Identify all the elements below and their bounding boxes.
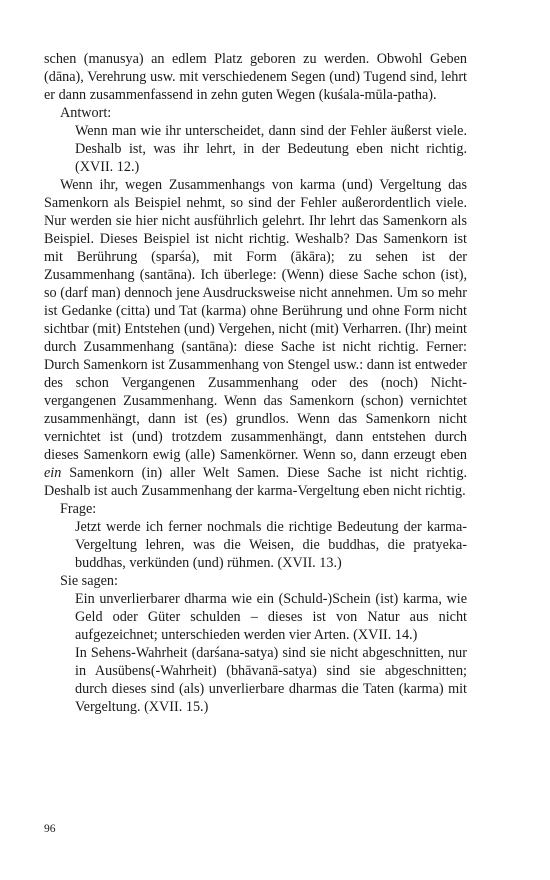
answer-label: Antwort: (60, 105, 112, 121)
they-say-label: Sie sagen: (60, 573, 118, 589)
page-body (44, 50, 467, 716)
emphasis-ein: ein (44, 465, 62, 481)
verse-xvii-13: Jetzt werde ich ferner nochmals die richtige Bedeutung der karma-Vergeltung lehren, was die Weisen, die buddhas, die pratyeka-buddhas, verkünden (und) rühmen. (XVII. 13.) (75, 519, 467, 571)
verse-xvii-12: Wenn man wie ihr unterscheidet, dann sind der Fehler äußerst viele. Deshalb ist, was ihr lehrt, in der Bedeutung eben nicht richtig. (XVII. 12.) (75, 123, 467, 175)
verse-xvii-14: Ein unverlierbarer dharma wie ein (Schuld-)Schein (ist) karma, wie Geld oder Güter schulden – dieses ist von Natur aus nicht aufgezeichnet; unterschieden werden vier Arten. (XVII. 14.) (75, 591, 467, 643)
page-number: 96 (44, 823, 56, 835)
verse-xvii-15: In Sehens-Wahrheit (darśana-satya) sind sie nicht abgeschnitten, nur in Ausübens(-Wahrheit) (bhāvanā-satya) sind sie abgeschnitten; durch dieses sind (als) unverlierbare dharmas die Taten (karma) mit Vergeltung. (XVII. 15.) (75, 645, 467, 715)
question-label: Frage: (60, 501, 97, 517)
paragraph-continuation: schen (manusya) an edlem Platz geboren zu werden. Obwohl Geben (dāna), Verehrung usw. mit verschiedenem Segen (und) Tugend sind, lehrt er dann zusammenfassend in zehn guten Wegen (kuśala-mūla-patha). (44, 51, 467, 103)
commentary-paragraph: Wenn ihr, wegen Zusammenhangs von karma (und) Vergeltung das Samenkorn als Beispiel nehmt, so sind der Fehler außerordentlich viele. Nur werden sie hier nicht ausführlich gelehrt. Ihr lehrt das Samenkorn als Beispiel. Dieses Beispiel ist nicht richtig. Weshalb? Das Samenkorn ist mit Berührung (sparśa), mit Form (ākāra); zu sehen ist der Zusammenhang (santāna). Ich überlege: (Wenn) diese Sache schon (ist), so (darf man) dennoch jene Ausdrucksweise nicht annehmen. Um so mehr ist Gedanke (citta) und Tat (karma) ohne Berührung und ohne Form nicht sichtbar (mit) Entstehen (und) Vergehen, nicht (mit) Verharren. (Ihr) meint durch Zusammenhang (santāna): diese Sache ist nicht richtig. Ferner: Durch Samenkorn ist Zusammenhang von Stengel usw.: dann ist entweder des schon Vergangenen Zusammenhang oder des (noch) Nicht-vergangenen Zusammenhang. Wenn das Samenkorn (schon) vernichtet zusammenhängt, dann ist (es) grundlos. Wenn das Samenkorn nicht vernichtet ist (und) trotzdem zusammenhängt, dann entstehen durch dieses Samenkorn ewig (alle) Samenkörner. Wenn so, dann erzeugt eben ein Samenkorn (in) aller Welt Samen. Diese Sache ist nicht richtig. Deshalb ist auch Zusammenhang der karma-Vergeltung eben nicht richtig. (44, 177, 467, 499)
